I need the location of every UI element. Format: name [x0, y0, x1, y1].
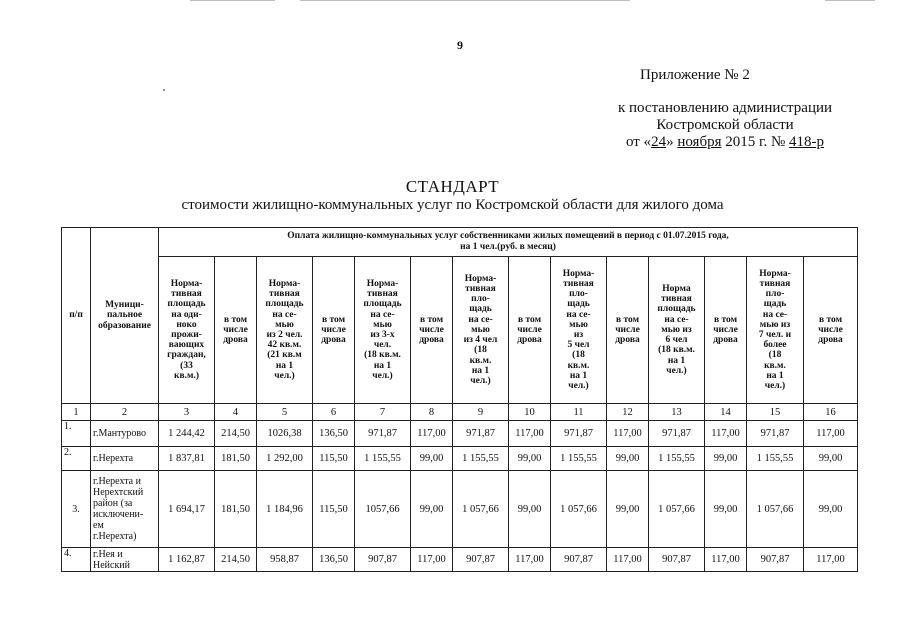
header-payment-period [159, 228, 858, 257]
value-cell: 1 155,55 [453, 447, 509, 471]
top-border-line [190, 0, 275, 1]
value-cell: 1 162,87 [159, 548, 215, 572]
row-number: 3. [62, 471, 91, 548]
decree-month: ноября [677, 134, 722, 150]
value-cell: 907,87 [747, 548, 804, 572]
table-row [62, 548, 858, 572]
top-border-line [300, 0, 630, 1]
row-number: 2. [62, 447, 91, 471]
value-cell: 99,00 [804, 447, 858, 471]
value-cell: 1 155,55 [551, 447, 607, 471]
value-cell: 99,00 [705, 471, 747, 548]
value-cell: 99,00 [705, 447, 747, 471]
municipality-name: г.Мантурово [91, 421, 159, 447]
value-cell: 115,50 [313, 447, 355, 471]
value-cell: 214,50 [215, 421, 257, 447]
value-cell: 971,87 [453, 421, 509, 447]
value-cell: 1 155,55 [747, 447, 804, 471]
decree-day: 24 [651, 134, 667, 150]
value-cell: 117,00 [705, 421, 747, 447]
value-cell: 99,00 [607, 471, 649, 548]
subheader-cell: Норма- тивная площадь на се- мью из 3-х чел. (18 кв.м. на 1 чел.) [355, 257, 411, 404]
column-index-cell: 6 [313, 404, 355, 421]
value-cell: 907,87 [649, 548, 705, 572]
value-cell: 99,00 [804, 471, 858, 548]
column-index-cell: 16 [804, 404, 858, 421]
value-cell: 971,87 [355, 421, 411, 447]
column-index-cell: 2 [91, 404, 159, 421]
value-cell: 1 057,66 [747, 471, 804, 548]
subheader-cell: в том числе дрова [705, 257, 747, 404]
value-cell: 1 057,66 [551, 471, 607, 548]
subheader-cell: в том числе дрова [313, 257, 355, 404]
column-index-cell: 7 [355, 404, 411, 421]
cost-standard-table [61, 227, 858, 572]
column-index-cell: 12 [607, 404, 649, 421]
scan-speck [163, 89, 165, 91]
value-cell: 1 244,42 [159, 421, 215, 447]
decree-number: 418-р [789, 134, 825, 150]
row-number: 4. [62, 548, 91, 572]
value-cell: 99,00 [509, 447, 551, 471]
subheader-cell: в том числе дрова [509, 257, 551, 404]
value-cell: 117,00 [607, 421, 649, 447]
decree-from: от « [625, 134, 652, 150]
value-cell: 907,87 [453, 548, 509, 572]
header-municipality: Муници- пальное образование [91, 228, 159, 404]
value-cell: 99,00 [411, 471, 453, 548]
value-cell: 1 837,81 [159, 447, 215, 471]
value-cell: 1 155,55 [355, 447, 411, 471]
value-cell: 117,00 [804, 548, 858, 572]
header-pp: п/п [62, 228, 91, 404]
value-cell: 971,87 [649, 421, 705, 447]
subheader-cell: в том числе дрова [411, 257, 453, 404]
value-cell: 117,00 [509, 421, 551, 447]
value-cell: 117,00 [607, 548, 649, 572]
value-cell: 115,50 [313, 471, 355, 548]
value-cell: 117,00 [804, 421, 858, 447]
value-cell: 907,87 [551, 548, 607, 572]
decree-year: 2015 г. № [721, 134, 790, 150]
value-cell: 214,50 [215, 548, 257, 572]
value-cell: 117,00 [509, 548, 551, 572]
value-cell: 1026,38 [257, 421, 313, 447]
column-index-cell: 3 [159, 404, 215, 421]
table-row [62, 421, 858, 447]
column-index-cell: 4 [215, 404, 257, 421]
value-cell: 181,50 [215, 447, 257, 471]
subheader-cell: Норма- тивная пло- щадь на се- мью из 7 чел. и более (18 кв.м. на 1 чел.) [747, 257, 804, 404]
subheader-cell: Норма- тивная пло- щадь на се- мью из 5 чел (18 кв.м. на 1 чел.) [551, 257, 607, 404]
municipality-name: г.Нерехта [91, 447, 159, 471]
document-title: СТАНДАРТ [405, 177, 500, 196]
value-cell: 99,00 [411, 447, 453, 471]
table-row [62, 471, 858, 548]
value-cell: 1057,66 [355, 471, 411, 548]
subheader-cell: в том числе дрова [607, 257, 649, 404]
value-cell: 117,00 [411, 421, 453, 447]
municipality-name: г.Нерехта и Нерехтский район (за исключени- ем г.Нерехта) [91, 471, 159, 548]
value-cell: 99,00 [509, 471, 551, 548]
municipality-name: г.Нея и Нейский [91, 548, 159, 572]
column-index-cell: 11 [551, 404, 607, 421]
value-cell: 1 292,00 [257, 447, 313, 471]
decree-line-1: к постановлению администрации [617, 100, 833, 116]
table-row [62, 447, 858, 471]
column-index-cell: 9 [453, 404, 509, 421]
column-index-cell: 8 [411, 404, 453, 421]
header-payment-line-1: Оплата жилищно-коммунальных услуг собственниками жилых помещений в период с 01.07.2015 года, [287, 231, 729, 241]
column-index-cell: 14 [705, 404, 747, 421]
value-cell: 1 057,66 [649, 471, 705, 548]
decree-line-3 [590, 134, 860, 151]
header-payment-line-2: на 1 чел.(руб. в месяц) [460, 242, 556, 252]
value-cell: 1 155,55 [649, 447, 705, 471]
value-cell: 136,50 [313, 421, 355, 447]
value-cell: 117,00 [705, 548, 747, 572]
row-number: 1. [62, 421, 91, 447]
subheader-cell: в том числе дрова [804, 257, 858, 404]
column-index-cell: 5 [257, 404, 313, 421]
subheader-cell: Норма- тивная пло- щадь на се- мью из 4 чел (18 кв.м. на 1 чел.) [453, 257, 509, 404]
value-cell: 907,87 [355, 548, 411, 572]
decree-line-2: Костромской области [656, 117, 794, 133]
column-index-cell: 13 [649, 404, 705, 421]
decree-mid: » [666, 134, 678, 150]
page-number: 9 [457, 38, 463, 52]
value-cell: 99,00 [607, 447, 649, 471]
value-cell: 1 184,96 [257, 471, 313, 548]
top-border-line [825, 0, 875, 1]
column-index-cell: 10 [509, 404, 551, 421]
value-cell: 971,87 [551, 421, 607, 447]
subheader-cell: Норма- тивная площадь на оди- ноко прожи- вающих граждан, (33 кв.м.) [159, 257, 215, 404]
value-cell: 1 694,17 [159, 471, 215, 548]
column-index-cell: 1 [62, 404, 91, 421]
value-cell: 1 057,66 [453, 471, 509, 548]
subheader-cell: Норма тивная площадь на се- мью из 6 чел (18 кв.м. на 1 чел.) [649, 257, 705, 404]
document-subtitle: стоимости жилищно-коммунальных услуг по Костромской области для жилого дома [181, 197, 724, 213]
appendix-label: Приложение № 2 [640, 67, 750, 83]
value-cell: 181,50 [215, 471, 257, 548]
value-cell: 136,50 [313, 548, 355, 572]
column-index-cell: 15 [747, 404, 804, 421]
value-cell: 117,00 [411, 548, 453, 572]
subheader-cell: Норма- тивная площадь на се- мью из 2 чел. 42 кв.м. (21 кв.м на 1 чел.) [257, 257, 313, 404]
decree-reference [590, 100, 860, 151]
value-cell: 971,87 [747, 421, 804, 447]
value-cell: 958,87 [257, 548, 313, 572]
subheader-cell: в том числе дрова [215, 257, 257, 404]
